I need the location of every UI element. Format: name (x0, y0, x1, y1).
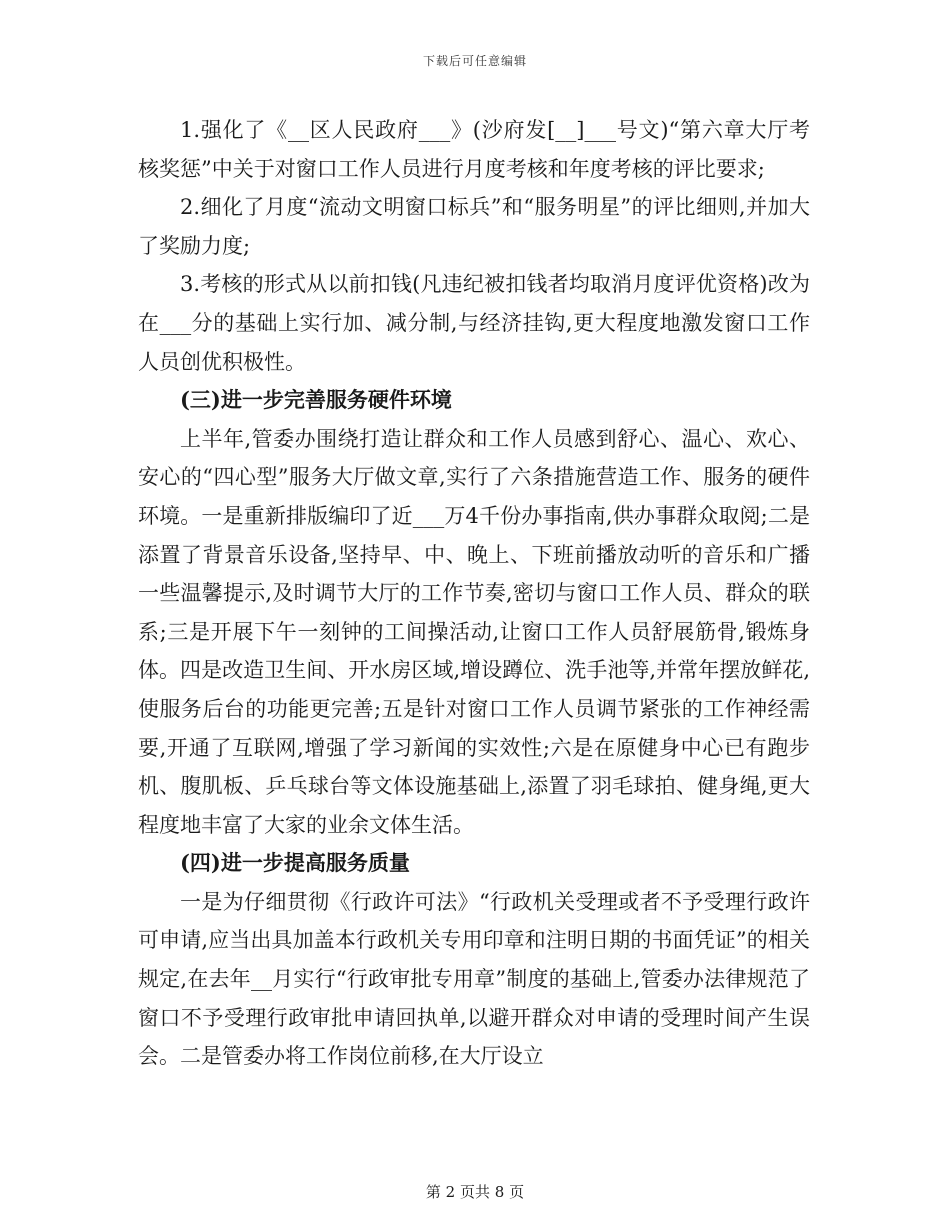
paragraph-hardware-environment: 上半年,管委办围绕打造让群众和工作人员感到舒心、温心、欢心、安心的“四心型”服务大厅做文章,实行了六条措施营造工作、服务的硬件环境。一是重新排版编印了近___万4千份办事指南,供办事群众取阅;二是添置了背景音乐设备,坚持早、中、晚上、下班前播放动听的音乐和广播一些温馨提示,及时调节大厅的工作节奏,密切与窗口工作人员、群众的联系;三是开展下午一刻钟的工间操活动,让窗口工作人员舒展筋骨,锻炼身体。四是改造卫生间、开水房区域,增设蹲位、洗手池等,并常年摆放鲜花,使服务后台的功能更完善;五是针对窗口工作人员调节紧张的工作神经需要,开通了互联网,增强了学习新闻的实效性;六是在原健身中心已有跑步机、腹肌板、乒乓球台等文体设施基础上,添置了羽毛球拍、健身绳,更大程度地丰富了大家的业余文体生活。 (138, 426, 810, 837)
document-body (138, 111, 810, 1076)
section-heading-3: (三)进一步完善服务硬件环境 (180, 387, 452, 413)
paragraph-service-quality: 一是为仔细贯彻《行政许可法》“行政机关受理或者不予受理行政许可申请,应当出具加盖本行政机关专用印章和注明日期的书面凭证”的相关规定,在去年__月实行“行政审批专用章”制度的基础上,管委办法律规范了窗口不予受理行政审批申请回执单,以避开群众对申请的受理时间产生误会。二是管委办将工作岗位前移,在大厅设立 (138, 889, 810, 1069)
paragraph-item-3: 3.考核的形式从以前扣钱(凡违纪被扣钱者均取消月度评优资格)改为在___分的基础上实行加、减分制,与经济挂钩,更大程度地激发窗口工作人员创优积极性。 (138, 272, 810, 374)
page-header: 下载后可任意编辑 (422, 54, 527, 68)
section-heading-4: (四)进一步提高服务质量 (180, 850, 410, 876)
paragraph-item-1: 1.强化了《__区人民政府___》(沙府发[__]___号文)“第六章大厅考核奖惩”中关于对窗口工作人员进行月度考核和年度考核的评比要求; (138, 118, 810, 181)
page-number: 第 2 页共 8 页 (425, 1183, 525, 1201)
paragraph-item-2: 2.细化了月度“流动文明窗口标兵”和“服务明星”的评比细则,并加大了奖励力度; (138, 195, 810, 258)
